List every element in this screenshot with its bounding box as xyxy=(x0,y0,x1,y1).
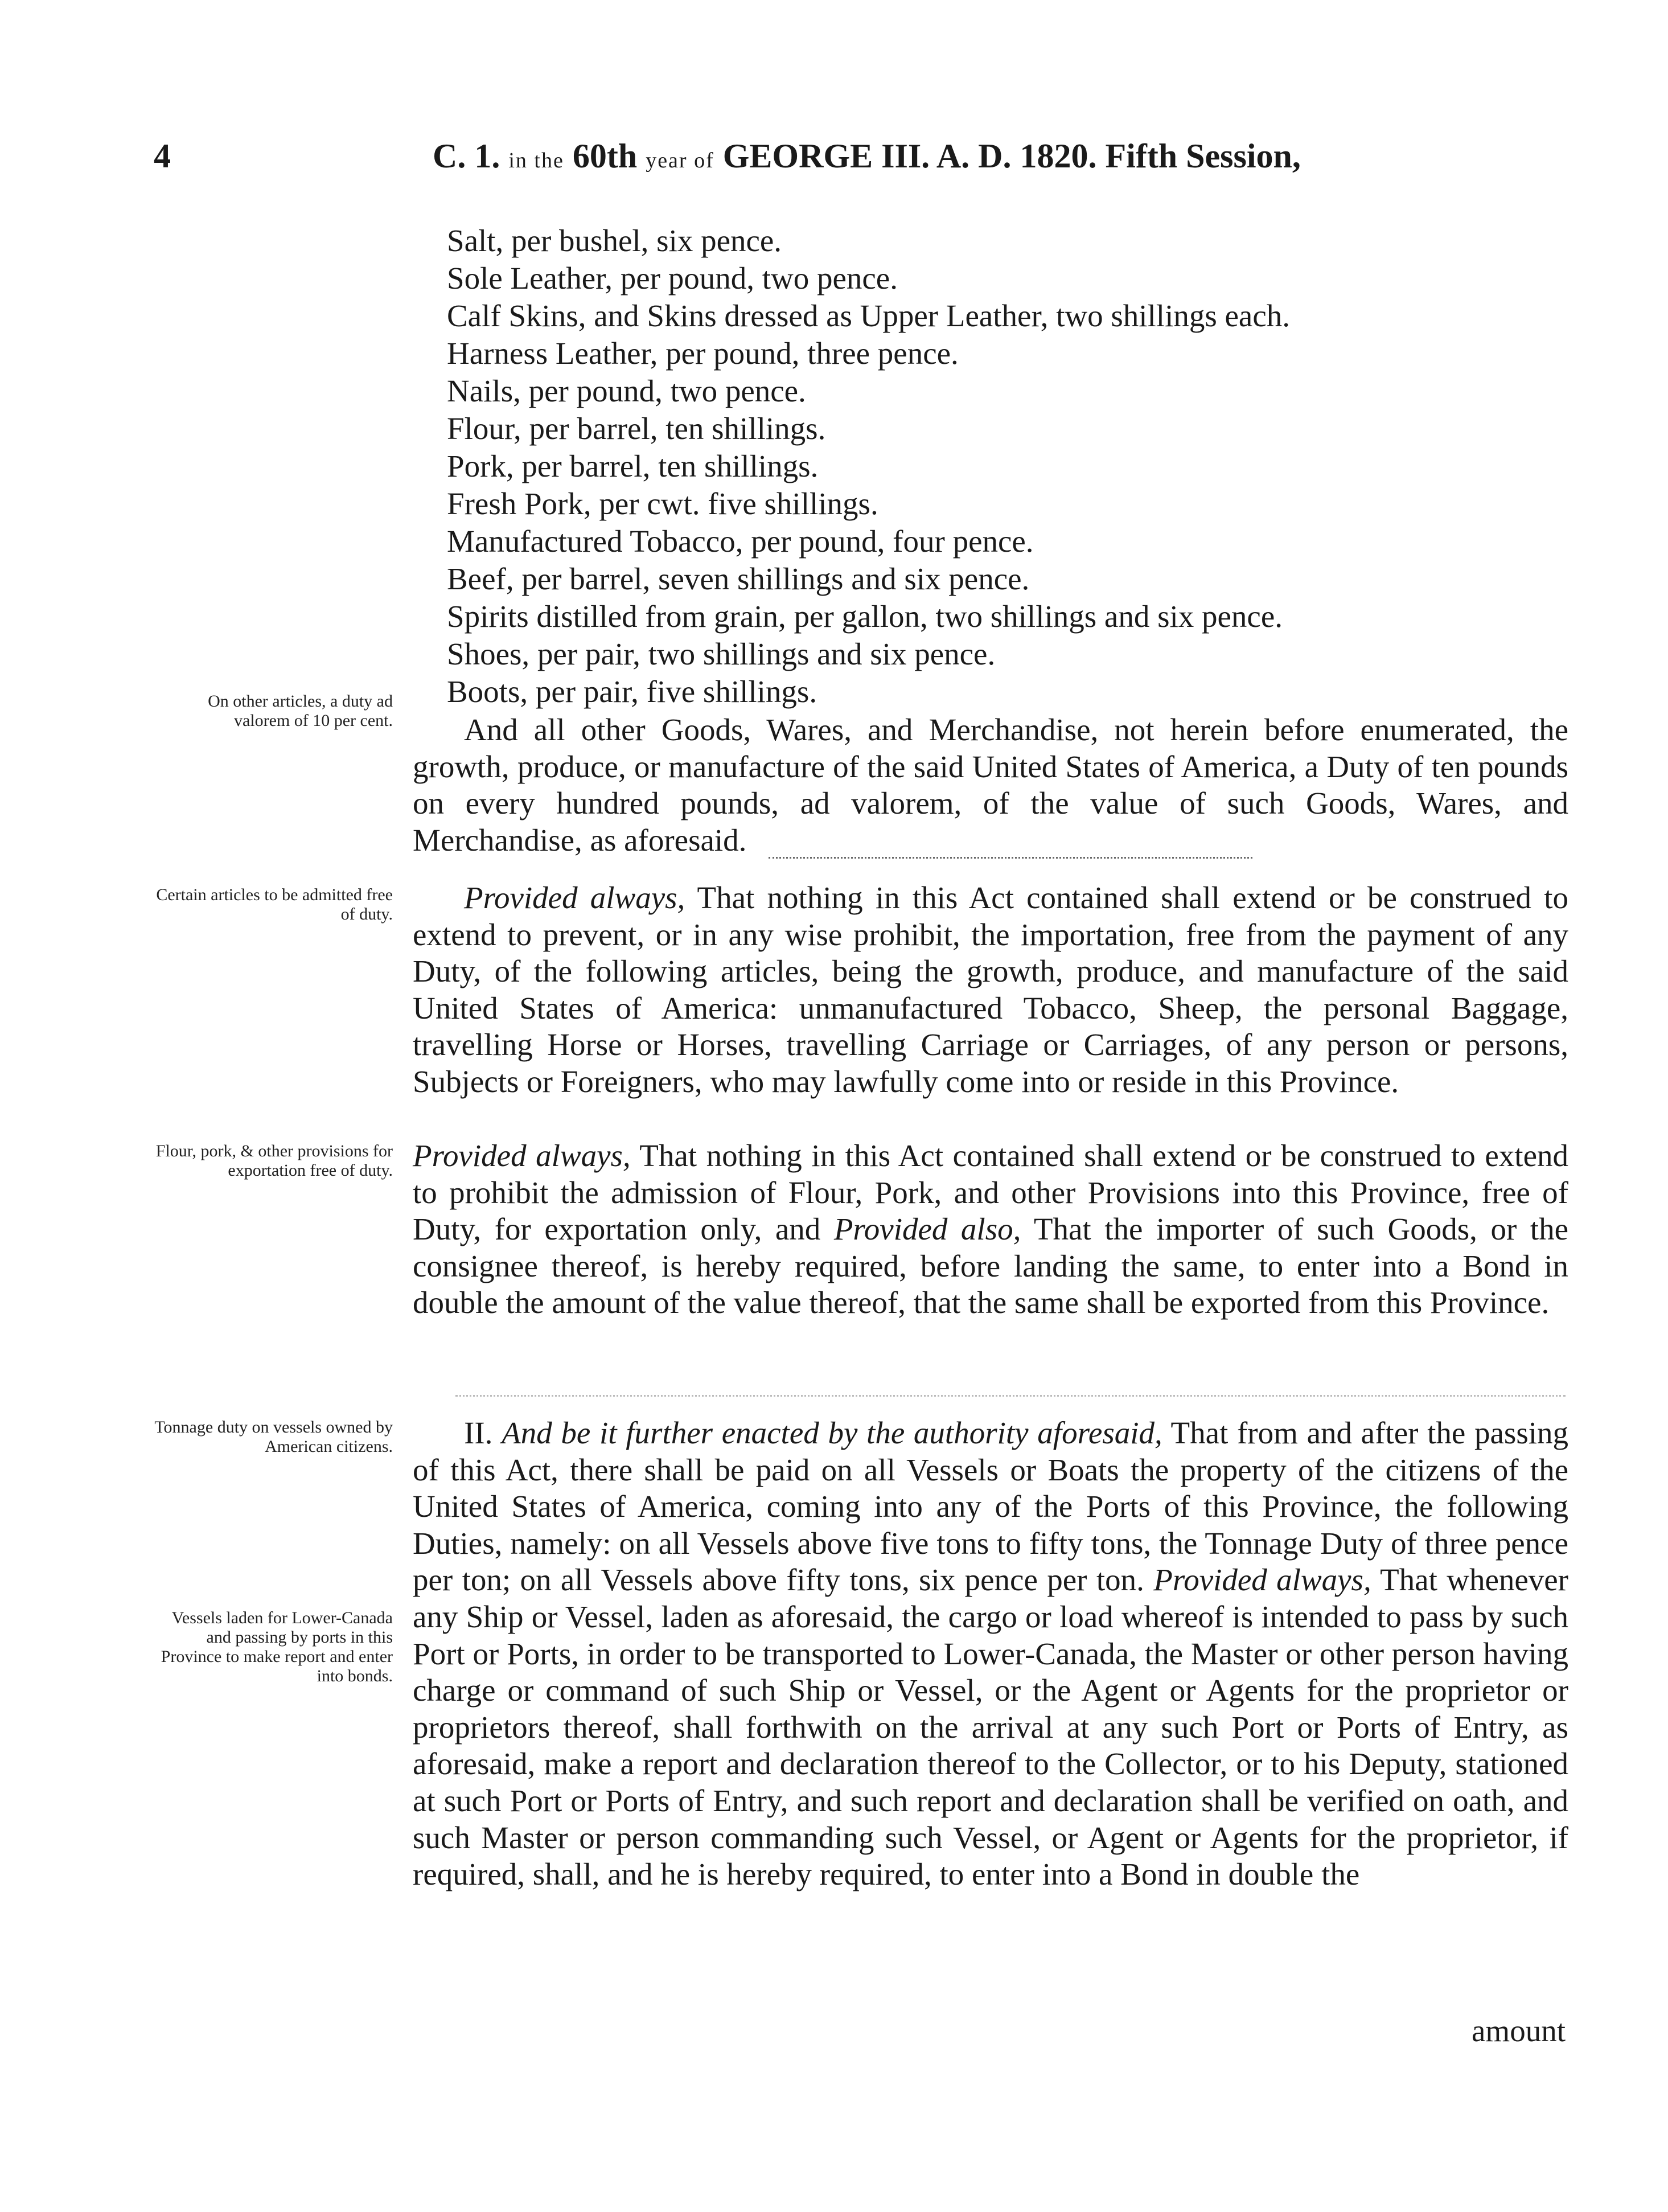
schedule-line: Spirits distilled from grain, per gallon, two shillings and six pence. xyxy=(447,599,1283,634)
schedule-line: Pork, per barrel, ten shillings. xyxy=(447,449,819,483)
margin-note-lower-canada: Vessels laden for Lower-Canada and passing by ports in this Province to make report and enter into bonds. xyxy=(161,1608,393,1685)
catchword: amount xyxy=(1472,2013,1566,2048)
session-label: Fifth Session, xyxy=(1105,137,1301,175)
running-head-in-the: in the xyxy=(508,149,564,173)
king-and-date: GEORGE III. A. D. 1820. xyxy=(722,137,1097,175)
running-head-year-of: year of xyxy=(646,149,714,173)
paragraph-free-articles xyxy=(413,880,1568,1101)
schedule-line: Nails, per pound, two pence. xyxy=(447,374,806,408)
schedule-line: Boots, per pair, five shillings. xyxy=(447,674,817,709)
schedule-line: Calf Skins, and Skins dressed as Upper Leather, two shillings each. xyxy=(447,298,1290,333)
section-number: II. xyxy=(464,1415,493,1450)
schedule-line: Flour, per barrel, ten shillings. xyxy=(447,411,826,446)
margin-note-free-of-duty: Certain articles to be admitted free of duty. xyxy=(156,885,393,924)
schedule-line: Harness Leather, per pound, three pence. xyxy=(447,336,959,371)
regnal-year: 60th xyxy=(572,137,638,175)
paragraph-other-goods xyxy=(413,712,1568,859)
paragraph-text: That nothing in this Act contained shall extend or be construed to extend to prohibit the admission of Flour, Pork, and other Provisions into this Province, free of Duty, for exportation only, and xyxy=(413,1138,1568,1247)
margin-note-ad-valorem: On other articles, a duty ad valorem of 10 per cent. xyxy=(208,692,393,730)
proviso-lead: Provided always, xyxy=(413,1138,631,1173)
paragraph-text: And all other Goods, Wares, and Merchandise, not herein before enumerated, the growth, produce, or manufacture of the said United States of America, a Duty of ten pounds on every hundred pounds, ad valorem, of the value of such Goods, Wares, and Merchandise, as aforesaid. xyxy=(413,712,1568,857)
page-header xyxy=(154,137,1566,188)
paragraph-text: That nothing in this Act contained shall extend or be construed to extend to prevent, or in any wise prohibit, the importation, free from the payment of any Duty, of the following articles, being the growth, produce, and manufacture of the said United States of America: unmanufactured Tobacco, Sheep, the personal Baggage, travelling Horse or Horses, travelling Carriage or Carriages, of any person or persons, Subjects or Foreigners, who may lawfully come into or reside in this Province. xyxy=(413,880,1568,1099)
page-number: 4 xyxy=(154,137,171,175)
margin-note-exportation: Flour, pork, & other provisions for exportation free of duty. xyxy=(155,1142,393,1180)
section-rule xyxy=(455,1395,1566,1397)
schedule-line: Shoes, per pair, two shillings and six pence. xyxy=(447,637,996,671)
schedule-line: Beef, per barrel, seven shillings and six pence. xyxy=(447,561,1030,596)
schedule-line: Sole Leather, per pound, two pence. xyxy=(447,261,898,296)
proviso-lead: Provided always, xyxy=(464,880,685,915)
schedule-line: Manufactured Tobacco, per pound, four pence. xyxy=(447,524,1034,559)
proviso-also: Provided also, xyxy=(833,1212,1021,1247)
paragraph-exportation xyxy=(413,1138,1568,1322)
paragraph-section-two xyxy=(413,1415,1568,1893)
schedule-line: Fresh Pork, per cwt. five shillings. xyxy=(447,486,878,521)
proviso-lead: Provided always, xyxy=(1153,1562,1371,1598)
enacting-clause: And be it further enacted by the authority aforesaid, xyxy=(502,1415,1162,1450)
schedule-line: Salt, per bushel, six pence. xyxy=(447,223,782,258)
chapter-number: C. 1. xyxy=(433,137,500,175)
paragraph-text: That whenever any Ship or Vessel, laden as aforesaid, the cargo or load whereof is intended to pass by such Port or Ports, in order to be transported to Lower-Canada, the Master or other person having charge or command of such Ship or Vessel, or the Agent or Agents for the proprietor or proprietors thereof, shall forthwith on the arrival at any such Port or Ports of Entry, as aforesaid, make a report and declaration thereof to the Collector, or to his Deputy, stationed at such Port or Ports of Entry, and such report and declaration shall be verified on oath, and such Master or person commanding such Vessel, or Agent or Agents for the proprietor, if required, shall, and he is hereby required, to enter into a Bond in double the xyxy=(413,1562,1568,1892)
margin-note-tonnage: Tonnage duty on vessels owned by American citizens. xyxy=(154,1418,393,1456)
paragraph-text: That the importer of such Goods, or the consignee thereof, is hereby required, before landing the same, to enter into a Bond in double the amount of the value thereof, that the same shall be exported from this Province. xyxy=(413,1212,1568,1320)
section-rule xyxy=(769,857,1252,859)
paragraph-text: That from and after the passing of this Act, there shall be paid on all Vessels or Boats the property of the citizens of the United States of America, coming into any of the Ports of this Province, the following Duties, namely: on all Vessels above five tons to fifty tons, the Tonnage Duty of three pence per ton; on all Vessels above fifty tons, six pence per ton. xyxy=(413,1415,1569,1598)
running-head xyxy=(433,137,1301,176)
duty-schedule xyxy=(447,222,1563,711)
